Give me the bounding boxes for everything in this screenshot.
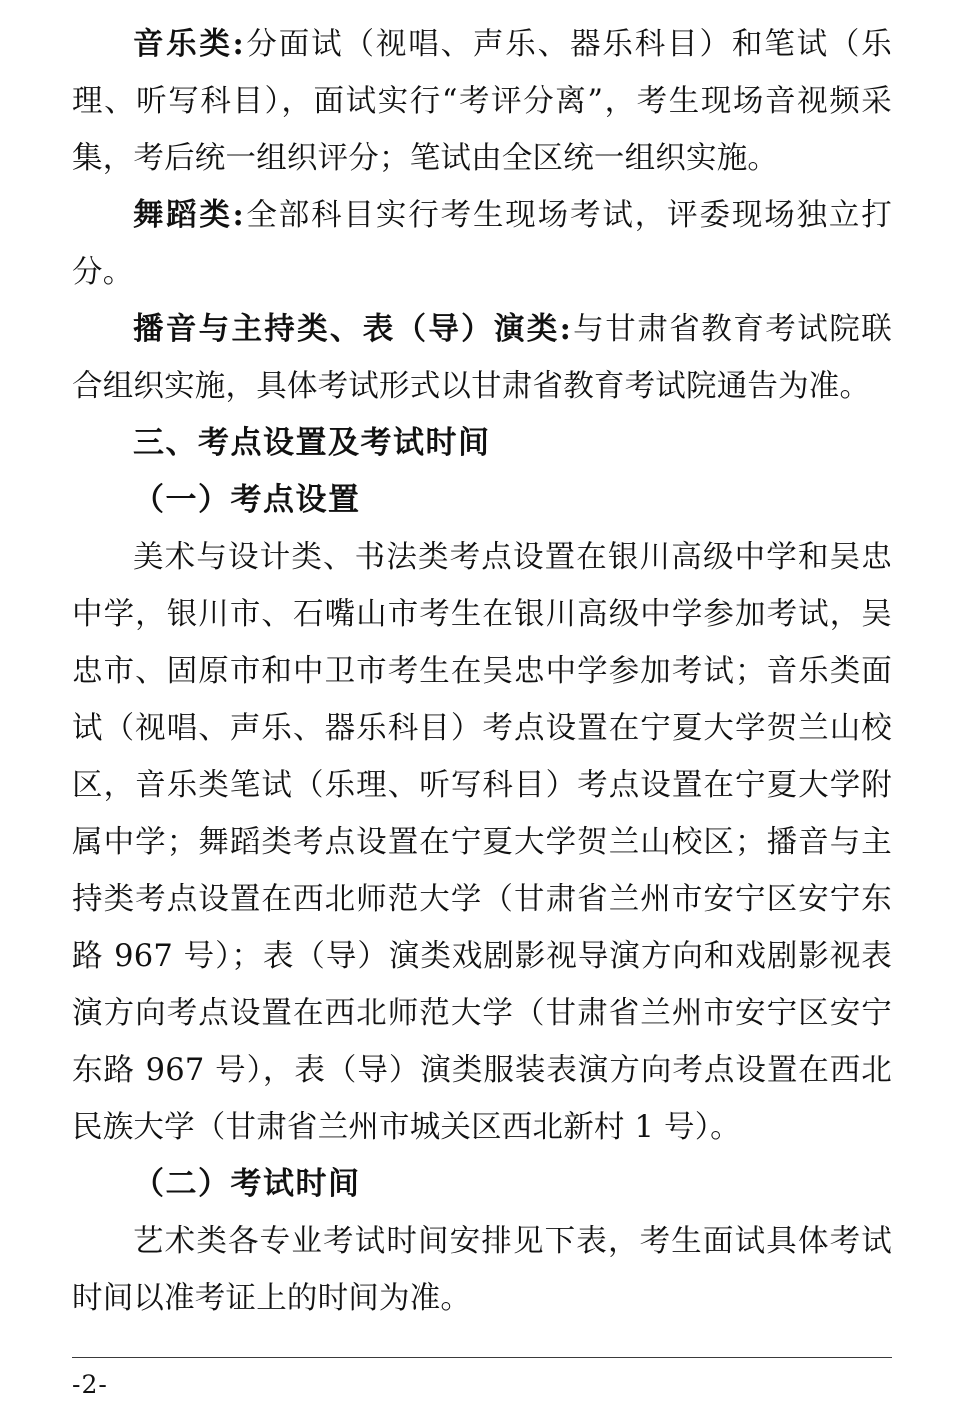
section-heading-three: 三、考点设置及考试时间	[133, 425, 491, 461]
page-number: -2-	[72, 1370, 108, 1399]
paragraph-dance-lead: 舞蹈类:	[133, 197, 245, 233]
paragraph-music-text: 分面试（视唱、声乐、器乐科目）和笔试（乐理、听写科目），面试实行“考评分离”，考生现场音视频采集，考后统一组织评分；笔试由全区统一组织实施。	[72, 27, 892, 176]
top-spacer	[72, 8, 892, 16]
paragraph-dance	[72, 187, 892, 301]
paragraph-music	[72, 16, 892, 187]
paragraph-broadcast-acting-lead: 播音与主持类、表（导）演类:	[133, 311, 572, 347]
paragraph-music-lead: 音乐类:	[133, 26, 245, 62]
paragraph-broadcast-acting-text: 与甘肃省教育考试院联合组织实施，具体考试形式以甘肃省教育考试院通告为准。	[72, 312, 893, 404]
subsection-heading-exam-time: （二）考试时间	[133, 1166, 361, 1202]
subsection-heading-exam-sites: （一）考点设置	[133, 482, 361, 518]
paragraph-exam-time-body: 艺术类各专业考试时间安排见下表，考生面试具体考试时间以准考证上的时间为准。	[72, 1224, 892, 1316]
paragraph-exam-sites-body: 美术与设计类、书法类考点设置在银川高级中学和吴忠中学，银川市、石嘴山市考生在银川高级中学参加考试，吴忠市、固原市和中卫市考生在吴忠中学参加考试；音乐类面试（视唱、声乐、器乐科目）考点设置在宁夏大学贺兰山校区，音乐类笔试（乐理、听写科目）考点设置在宁夏大学附属中学；舞蹈类考点设置在宁夏大学贺兰山校区；播音与主持类考点设置在西北师范大学（甘肃省兰州市安宁区安宁东路 967 号）；表（导）演类戏剧影视导演方向和戏剧影视表演方向考点设置在西北师范大学（甘肃省兰州市安宁区安宁东路 967 号），表（导）演类服装表演方向考点设置在西北民族大学（甘肃省兰州市城关区西北新村 1 号）。	[72, 540, 892, 1145]
page-footer	[0, 1357, 964, 1400]
paragraph-dance-text: 全部科目实行考生现场考试，评委现场独立打分。	[72, 198, 892, 290]
paragraph-broadcast-acting	[72, 301, 892, 415]
footer-divider	[72, 1357, 892, 1358]
